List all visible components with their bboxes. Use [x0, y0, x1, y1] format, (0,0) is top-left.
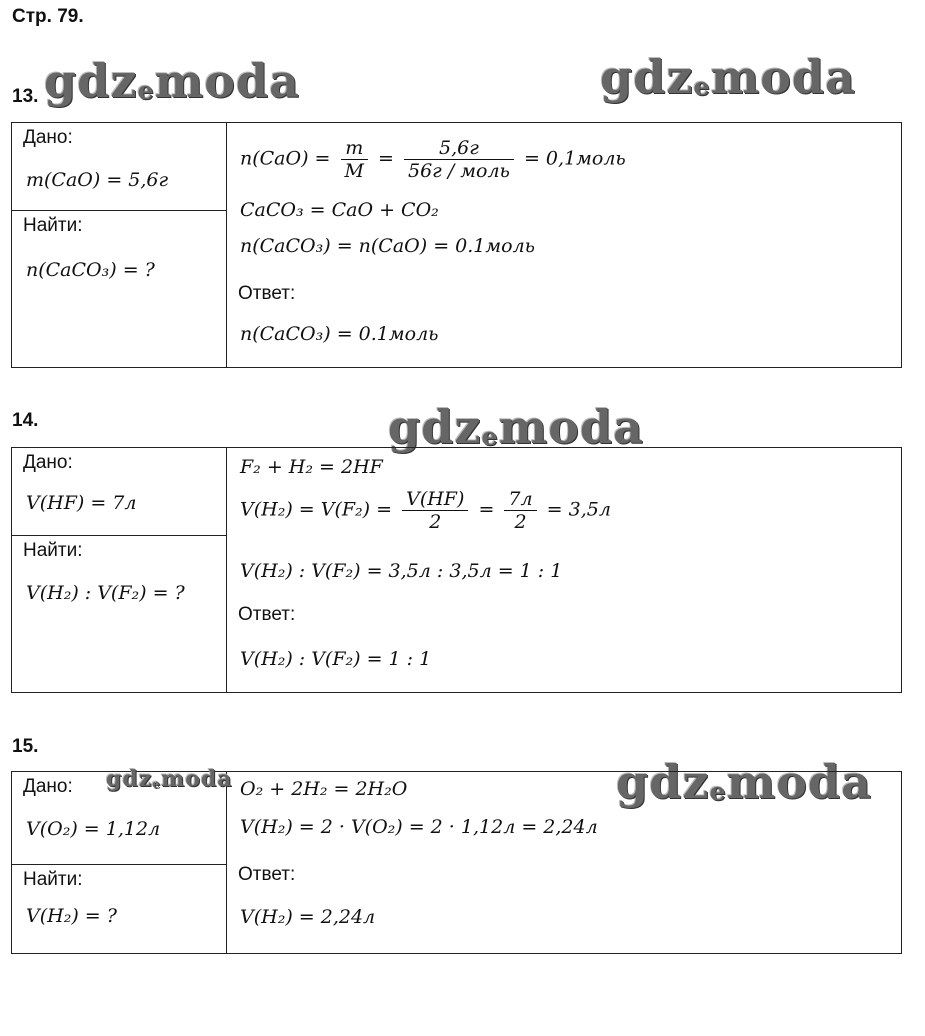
- fraction: $\frac{m}{M}$: [341, 137, 368, 182]
- solution-formula: n(CaO) = $\frac{m}{M}$ = $\frac{5,6г}{\text{56г / моль}}$ = 0,1моль: [240, 137, 626, 182]
- solution-line: n(CaCO₃) = n(CaO) = 0.1моль: [240, 235, 536, 257]
- find-value: n(CaCO₃) = ?: [26, 259, 155, 281]
- find-label: Найти:: [23, 869, 83, 890]
- task-14-table: [11, 447, 902, 693]
- find-cell: [12, 864, 227, 953]
- fraction: $\frac{7л}{2}$: [504, 488, 536, 533]
- task-number: 14.: [12, 410, 39, 431]
- task-number: 13.: [12, 86, 39, 107]
- watermark-logo: gdzemoda: [44, 54, 300, 108]
- answer-value: V(H₂) = 2,24л: [240, 906, 376, 928]
- solution-cell: [227, 448, 901, 692]
- find-value: V(H₂) : V(F₂) = ?: [26, 582, 185, 604]
- solution-cell: [227, 123, 901, 367]
- given-label: Дано:: [23, 452, 73, 473]
- given-cell: [12, 123, 227, 210]
- solution-line: V(H₂) = 2 · V(O₂) = 2 · 1,12л = 2,24л: [240, 816, 598, 838]
- task-13-table: [11, 122, 902, 368]
- fraction: $\frac{V(HF)}{2}$: [402, 488, 468, 533]
- page-title: Стр. 79.: [12, 6, 84, 27]
- fraction: $\frac{5,6г}{\text{56г / моль}}$: [404, 137, 514, 182]
- task-number: 15.: [12, 736, 39, 757]
- reaction-equation: F₂ + H₂ = 2HF: [240, 456, 383, 478]
- find-cell: [12, 535, 227, 692]
- answer-label: Ответ:: [238, 604, 296, 625]
- answer-value: n(CaCO₃) = 0.1моль: [240, 323, 439, 345]
- watermark-logo: gdzemoda: [616, 755, 872, 809]
- find-cell: [12, 210, 227, 367]
- given-value: V(HF) = 7л: [26, 492, 137, 514]
- solution-line: V(H₂) : V(F₂) = 3,5л : 3,5л = 1 : 1: [240, 560, 563, 582]
- given-cell: [12, 766, 233, 864]
- given-label: Дано:: [23, 127, 73, 148]
- given-value: m(CaO) = 5,6г: [26, 169, 169, 191]
- given-label: Дано:: [23, 776, 73, 797]
- solution-formula: V(H₂) = V(F₂) = $\frac{V(HF)}{2}$ = $\frac{7л}{2}$ = 3,5л: [240, 488, 611, 533]
- find-value: V(H₂) = ?: [26, 905, 117, 927]
- watermark-logo: gdzemoda: [106, 766, 233, 792]
- find-label: Найти:: [23, 215, 83, 236]
- watermark-logo: gdzemoda: [388, 400, 644, 454]
- task-15-table: [11, 766, 902, 954]
- answer-label: Ответ:: [238, 283, 296, 304]
- given-value: V(O₂) = 1,12л: [26, 818, 161, 840]
- answer-value: V(H₂) : V(F₂) = 1 : 1: [240, 648, 432, 670]
- given-cell: [12, 448, 227, 535]
- reaction-equation: O₂ + 2H₂ = 2H₂O: [240, 778, 408, 800]
- reaction-equation: CaCO₃ = CaO + CO₂: [240, 199, 439, 221]
- solution-cell: [227, 772, 901, 953]
- answer-label: Ответ:: [238, 864, 296, 885]
- watermark-logo: gdzemoda: [600, 50, 856, 104]
- find-label: Найти:: [23, 540, 83, 561]
